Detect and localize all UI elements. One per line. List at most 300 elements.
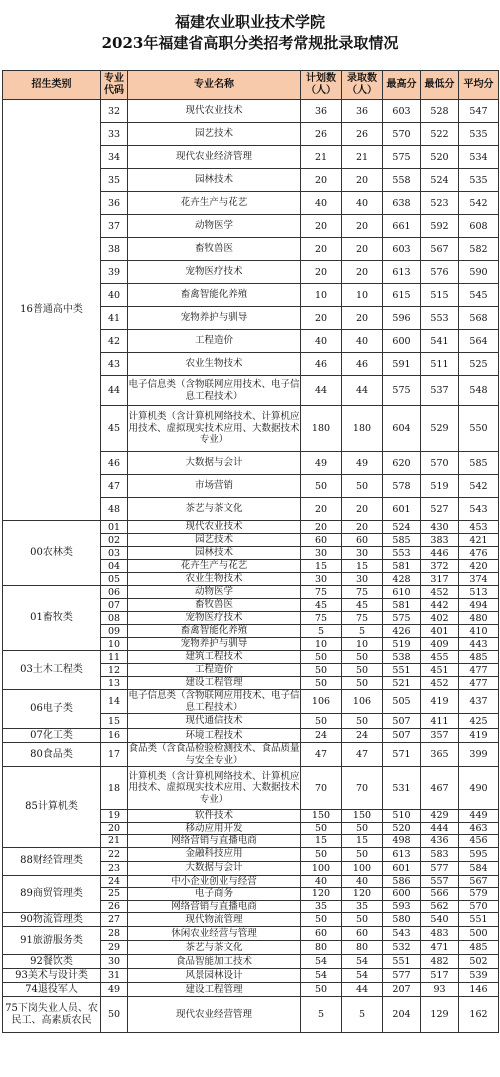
name-cell: 建筑工程技术 [128,651,301,664]
code-cell: 15 [101,714,128,729]
admit-cell: 45 [342,599,383,612]
code-cell: 03 [101,547,128,560]
plan-cell: 60 [301,927,342,941]
admit-cell: 20 [342,498,383,521]
max-cell: 600 [383,330,421,353]
code-cell: 18 [101,767,128,810]
max-cell: 426 [383,625,421,638]
avg-cell: 582 [459,238,499,261]
name-cell: 宠物医疗技术 [128,612,301,625]
avg-cell: 551 [459,913,499,927]
plan-cell: 21 [301,146,342,169]
code-cell: 08 [101,612,128,625]
code-cell: 09 [101,625,128,638]
min-cell: 522 [421,123,459,146]
avg-cell: 490 [459,767,499,810]
plan-cell: 20 [301,238,342,261]
min-cell: 419 [421,690,459,714]
max-cell: 604 [383,406,421,452]
code-cell: 32 [101,100,128,123]
admit-cell: 40 [342,875,383,888]
admit-cell: 75 [342,612,383,625]
avg-cell: 539 [459,969,499,983]
name-cell: 中小企业创业与经营 [128,875,301,888]
admit-cell: 26 [342,123,383,146]
table-row [3,521,499,534]
avg-cell: 449 [459,810,499,823]
header-category: 招生类别 [3,71,101,100]
header-code-text: 专业 代码 [104,73,124,96]
header-min: 最低分 [421,71,459,100]
plan-cell: 50 [301,475,342,498]
code-cell: 06 [101,586,128,599]
plan-cell: 50 [301,983,342,997]
name-cell: 茶艺与茶文化 [128,498,301,521]
plan-cell: 40 [301,330,342,353]
admit-cell: 50 [342,475,383,498]
admit-cell: 20 [342,169,383,192]
name-cell: 风景园林设计 [128,969,301,983]
plan-cell: 30 [301,573,342,586]
admit-cell: 50 [342,714,383,729]
code-cell: 10 [101,638,128,651]
plan-cell: 75 [301,586,342,599]
min-cell: 372 [421,560,459,573]
plan-cell: 20 [301,521,342,534]
name-cell: 计算机类（含计算机网络技术、计算机应用技术、虚拟现实技术应用、大数据技术专业） [128,406,301,452]
table-row [3,983,499,997]
plan-cell: 35 [301,900,342,913]
plan-cell: 10 [301,638,342,651]
max-cell: 553 [383,547,421,560]
max-cell: 532 [383,941,421,955]
code-cell: 47 [101,475,128,498]
max-cell: 505 [383,690,421,714]
admit-cell: 5 [342,997,383,1033]
avg-cell: 374 [459,573,499,586]
admit-cell: 20 [342,307,383,330]
table-row [3,913,499,927]
min-cell: 409 [421,638,459,651]
table-row [3,729,499,743]
code-cell: 30 [101,955,128,969]
code-cell: 38 [101,238,128,261]
min-cell: 467 [421,767,459,810]
max-cell: 585 [383,534,421,547]
max-cell: 575 [383,146,421,169]
avg-cell: 595 [459,847,499,861]
min-cell: 524 [421,169,459,192]
code-cell: 04 [101,560,128,573]
min-cell: 520 [421,146,459,169]
category-cell: 91旅游服务类 [3,927,101,955]
min-cell: 515 [421,284,459,307]
min-cell: 452 [421,677,459,690]
min-cell: 129 [421,997,459,1033]
name-cell: 畜牧兽医 [128,599,301,612]
admit-cell: 20 [342,261,383,284]
min-cell: 452 [421,586,459,599]
title-block [0,0,500,70]
name-cell: 市场营销 [128,475,301,498]
plan-cell: 150 [301,810,342,823]
admit-cell: 21 [342,146,383,169]
admit-cell: 46 [342,353,383,376]
max-cell: 613 [383,847,421,861]
min-cell: 444 [421,822,459,835]
code-cell: 16 [101,729,128,743]
code-cell: 28 [101,927,128,941]
category-cell: 92餐饮类 [3,955,101,969]
category-cell: 06电子类 [3,690,101,729]
table-row [3,767,499,810]
plan-cell: 15 [301,560,342,573]
plan-cell: 50 [301,714,342,729]
category-cell: 90物流管理类 [3,913,101,927]
min-cell: 357 [421,729,459,743]
min-cell: 529 [421,406,459,452]
name-cell: 畜禽智能化养殖 [128,625,301,638]
avg-cell: 513 [459,586,499,599]
avg-cell: 590 [459,261,499,284]
header-plan [301,71,342,100]
name-cell: 花卉生产与花艺 [128,192,301,215]
admit-cell: 30 [342,547,383,560]
max-cell: 615 [383,284,421,307]
max-cell: 204 [383,997,421,1033]
table-row [3,690,499,714]
header-code [101,71,128,100]
code-cell: 25 [101,888,128,901]
min-cell: 482 [421,955,459,969]
min-cell: 442 [421,599,459,612]
max-cell: 551 [383,664,421,677]
max-cell: 661 [383,215,421,238]
code-cell: 44 [101,376,128,406]
avg-cell: 456 [459,835,499,848]
avg-cell: 568 [459,307,499,330]
max-cell: 620 [383,452,421,475]
avg-cell: 535 [459,123,499,146]
plan-cell: 60 [301,534,342,547]
avg-cell: 570 [459,900,499,913]
page-subtitle: 2023年福建省高职分类招考常规批录取情况 [101,34,399,52]
min-cell: 557 [421,875,459,888]
code-cell: 26 [101,900,128,913]
max-cell: 601 [383,861,421,875]
plan-cell: 20 [301,498,342,521]
table-row [3,955,499,969]
table-row [3,875,499,888]
avg-cell: 162 [459,997,499,1033]
plan-cell: 24 [301,729,342,743]
plan-cell: 5 [301,997,342,1033]
name-cell: 宠物养护与驯导 [128,638,301,651]
table-row [3,743,499,767]
avg-cell: 567 [459,875,499,888]
plan-cell: 54 [301,955,342,969]
max-cell: 586 [383,875,421,888]
plan-cell: 50 [301,677,342,690]
plan-cell: 20 [301,307,342,330]
avg-cell: 477 [459,677,499,690]
header-name: 专业名称 [128,71,301,100]
name-cell: 电子信息类（含物联网应用技术、电子信息工程技术） [128,376,301,406]
category-cell: 00农林类 [3,521,101,586]
min-cell: 553 [421,307,459,330]
min-cell: 430 [421,521,459,534]
plan-cell: 44 [301,376,342,406]
name-cell: 大数据与会计 [128,452,301,475]
name-cell: 园艺技术 [128,123,301,146]
code-cell: 33 [101,123,128,146]
min-cell: 517 [421,969,459,983]
max-cell: 575 [383,612,421,625]
table-row [3,847,499,861]
avg-cell: 437 [459,690,499,714]
avg-cell: 421 [459,534,499,547]
admit-cell: 20 [342,215,383,238]
code-cell: 24 [101,875,128,888]
name-cell: 园艺技术 [128,534,301,547]
max-cell: 519 [383,638,421,651]
min-cell: 93 [421,983,459,997]
header-admit [342,71,383,100]
avg-cell: 453 [459,521,499,534]
code-cell: 20 [101,822,128,835]
max-cell: 570 [383,123,421,146]
max-cell: 524 [383,521,421,534]
plan-cell: 50 [301,822,342,835]
plan-cell: 45 [301,599,342,612]
min-cell: 483 [421,927,459,941]
avg-cell: 476 [459,547,499,560]
code-cell: 17 [101,743,128,767]
plan-cell: 40 [301,875,342,888]
name-cell: 软件技术 [128,810,301,823]
name-cell: 园林技术 [128,547,301,560]
max-cell: 551 [383,955,421,969]
admit-cell: 47 [342,743,383,767]
name-cell: 电子商务 [128,888,301,901]
code-cell: 49 [101,983,128,997]
name-cell: 畜牧兽医 [128,238,301,261]
name-cell: 现代农业技术 [128,521,301,534]
admit-cell: 10 [342,284,383,307]
avg-cell: 534 [459,146,499,169]
max-cell: 507 [383,729,421,743]
admit-cell: 24 [342,729,383,743]
avg-cell: 545 [459,284,499,307]
code-cell: 37 [101,215,128,238]
name-cell: 宠物医疗技术 [128,261,301,284]
avg-cell: 463 [459,822,499,835]
avg-cell: 477 [459,664,499,677]
name-cell: 环境工程技术 [128,729,301,743]
max-cell: 578 [383,475,421,498]
avg-cell: 399 [459,743,499,767]
category-cell: 89商贸管理类 [3,875,101,913]
min-cell: 562 [421,900,459,913]
admit-cell: 50 [342,913,383,927]
max-cell: 603 [383,238,421,261]
plan-cell: 15 [301,835,342,848]
category-cell: 85计算机类 [3,767,101,848]
name-cell: 畜禽智能化养殖 [128,284,301,307]
code-cell: 05 [101,573,128,586]
avg-cell: 542 [459,192,499,215]
code-cell: 41 [101,307,128,330]
admit-cell: 120 [342,888,383,901]
code-cell: 23 [101,861,128,875]
code-cell: 31 [101,969,128,983]
avg-cell: 500 [459,927,499,941]
plan-cell: 20 [301,169,342,192]
plan-cell: 49 [301,452,342,475]
category-cell: 88财经管理类 [3,847,101,875]
max-cell: 593 [383,900,421,913]
code-cell: 14 [101,690,128,714]
min-cell: 537 [421,376,459,406]
code-cell: 36 [101,192,128,215]
min-cell: 436 [421,835,459,848]
max-cell: 581 [383,599,421,612]
max-cell: 521 [383,677,421,690]
avg-cell: 502 [459,955,499,969]
plan-cell: 20 [301,261,342,284]
max-cell: 531 [383,767,421,810]
min-cell: 401 [421,625,459,638]
plan-cell: 106 [301,690,342,714]
min-cell: 446 [421,547,459,560]
name-cell: 现代通信技术 [128,714,301,729]
code-cell: 01 [101,521,128,534]
avg-cell: 420 [459,560,499,573]
name-cell: 移动应用开发 [128,822,301,835]
min-cell: 541 [421,330,459,353]
avg-cell: 543 [459,498,499,521]
min-cell: 511 [421,353,459,376]
min-cell: 523 [421,192,459,215]
name-cell: 农业生物技术 [128,573,301,586]
category-cell: 74退役军人 [3,983,101,997]
code-cell: 12 [101,664,128,677]
admit-cell: 100 [342,861,383,875]
avg-cell: 146 [459,983,499,997]
plan-cell: 80 [301,941,342,955]
avg-cell: 542 [459,475,499,498]
max-cell: 580 [383,913,421,927]
table-row [3,997,499,1033]
avg-cell: 485 [459,651,499,664]
admit-cell: 44 [342,376,383,406]
avg-cell: 525 [459,353,499,376]
code-cell: 39 [101,261,128,284]
plan-cell: 30 [301,547,342,560]
name-cell: 建设工程管理 [128,677,301,690]
min-cell: 528 [421,100,459,123]
code-cell: 43 [101,353,128,376]
admit-cell: 60 [342,927,383,941]
max-cell: 558 [383,169,421,192]
min-cell: 519 [421,475,459,498]
max-cell: 610 [383,586,421,599]
plan-cell: 100 [301,861,342,875]
min-cell: 365 [421,743,459,767]
min-cell: 471 [421,941,459,955]
header-row [3,71,499,100]
avg-cell: 564 [459,330,499,353]
header-max: 最高分 [383,71,421,100]
min-cell: 540 [421,913,459,927]
name-cell: 现代农业技术 [128,100,301,123]
plan-cell: 50 [301,651,342,664]
code-cell: 48 [101,498,128,521]
avg-cell: 443 [459,638,499,651]
name-cell: 动物医学 [128,586,301,599]
max-cell: 428 [383,573,421,586]
name-cell: 电子信息类（含物联网应用技术、电子信息工程技术） [128,690,300,713]
table-row [3,100,499,123]
admit-cell: 50 [342,651,383,664]
admit-cell: 15 [342,560,383,573]
admit-cell: 54 [342,955,383,969]
admit-cell: 35 [342,900,383,913]
max-cell: 577 [383,969,421,983]
admit-cell: 50 [342,822,383,835]
min-cell: 317 [421,573,459,586]
avg-cell: 550 [459,406,499,452]
max-cell: 510 [383,810,421,823]
avg-cell: 547 [459,100,499,123]
name-cell: 大数据与会计 [128,861,301,875]
max-cell: 520 [383,822,421,835]
min-cell: 576 [421,261,459,284]
admit-cell: 36 [342,100,383,123]
code-cell: 07 [101,599,128,612]
header-avg: 平均分 [459,71,499,100]
admit-cell: 75 [342,586,383,599]
code-cell: 11 [101,651,128,664]
plan-cell: 120 [301,888,342,901]
plan-cell: 36 [301,100,342,123]
header-admit-text: 录取数 （人） [347,73,377,96]
code-cell: 40 [101,284,128,307]
admit-cell: 180 [342,406,383,452]
max-cell: 207 [383,983,421,997]
avg-cell: 584 [459,861,499,875]
name-cell: 花卉生产与花艺 [128,560,301,573]
avg-cell: 410 [459,625,499,638]
plan-cell: 50 [301,913,342,927]
admit-cell: 40 [342,192,383,215]
plan-cell: 40 [301,192,342,215]
max-cell: 575 [383,376,421,406]
min-cell: 527 [421,498,459,521]
avg-cell: 535 [459,169,499,192]
name-cell: 金融科技应用 [128,847,301,861]
category-cell: 93美术与设计类 [3,969,101,983]
name-cell: 茶艺与茶文化 [128,941,301,955]
admit-cell: 30 [342,573,383,586]
code-cell: 46 [101,452,128,475]
admit-cell: 50 [342,677,383,690]
max-cell: 571 [383,743,421,767]
name-cell: 食品类（含食品检验检测技术、食品质量与安全专业） [128,743,300,766]
admit-cell: 5 [342,625,383,638]
plan-cell: 20 [301,215,342,238]
name-cell: 工程造价 [128,664,301,677]
